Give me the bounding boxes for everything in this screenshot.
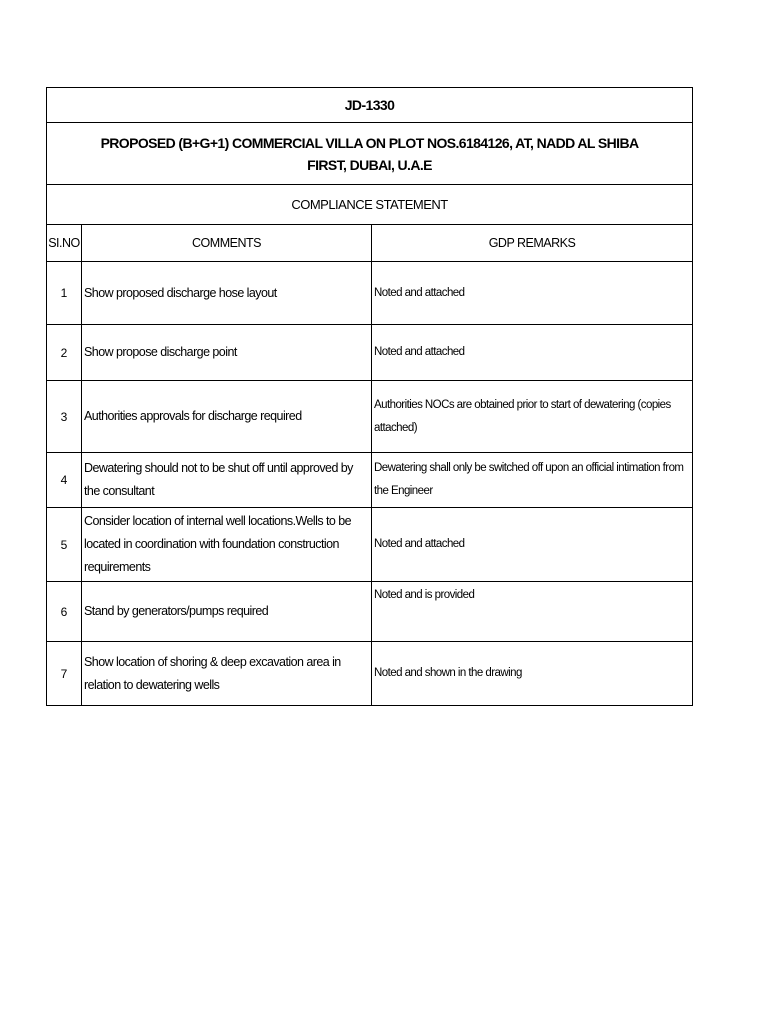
row-number: 3	[47, 381, 82, 453]
header-row	[47, 225, 693, 262]
compliance-table	[46, 87, 693, 706]
header-remarks: GDP REMARKS	[372, 225, 693, 262]
table-row	[47, 582, 693, 642]
table-row	[47, 325, 693, 381]
row-comment: Authorities approvals for discharge required	[82, 381, 372, 453]
row-comment: Stand by generators/pumps required	[82, 582, 372, 642]
row-remark: Authorities NOCs are obtained prior to start of dewatering (copies attached)	[372, 381, 693, 453]
row-remark: Noted and attached	[372, 262, 693, 325]
row-number: 4	[47, 453, 82, 508]
statement-row	[47, 185, 693, 225]
job-number: JD-1330	[47, 88, 693, 123]
row-comment: Show location of shoring & deep excavation area in relation to dewatering wells	[82, 642, 372, 706]
table-row	[47, 453, 693, 508]
row-comment: Show proposed discharge hose layout	[82, 262, 372, 325]
row-remark: Noted and is provided	[372, 582, 693, 642]
table-row	[47, 508, 693, 582]
row-comment: Consider location of internal well locations.Wells to be located in coordination with foundation construction requirements	[82, 508, 372, 582]
row-remark: Dewatering shall only be switched off upon an official intimation from the Engineer	[372, 453, 693, 508]
project-line-1: PROPOSED (B+G+1) COMMERCIAL VILLA ON PLOT NOS.6184126, AT, NADD AL SHIBA	[100, 134, 639, 151]
row-number: 2	[47, 325, 82, 381]
title-row	[47, 88, 693, 123]
table-row	[47, 642, 693, 706]
table-row	[47, 262, 693, 325]
row-comment: Show propose discharge point	[82, 325, 372, 381]
row-remark: Noted and attached	[372, 508, 693, 582]
project-title	[47, 123, 693, 185]
header-comments: COMMENTS	[82, 225, 372, 262]
row-remark: Noted and shown in the drawing	[372, 642, 693, 706]
project-row	[47, 123, 693, 185]
header-sl-no: SI.NO	[47, 225, 82, 262]
row-comment: Dewatering should not to be shut off until approved by the consultant	[82, 453, 372, 508]
row-number: 6	[47, 582, 82, 642]
row-remark: Noted and attached	[372, 325, 693, 381]
statement-title: COMPLIANCE STATEMENT	[47, 185, 693, 225]
table-row	[47, 381, 693, 453]
row-number: 7	[47, 642, 82, 706]
project-line-2: FIRST, DUBAI, U.A.E	[307, 156, 432, 173]
row-number: 5	[47, 508, 82, 582]
row-number: 1	[47, 262, 82, 325]
